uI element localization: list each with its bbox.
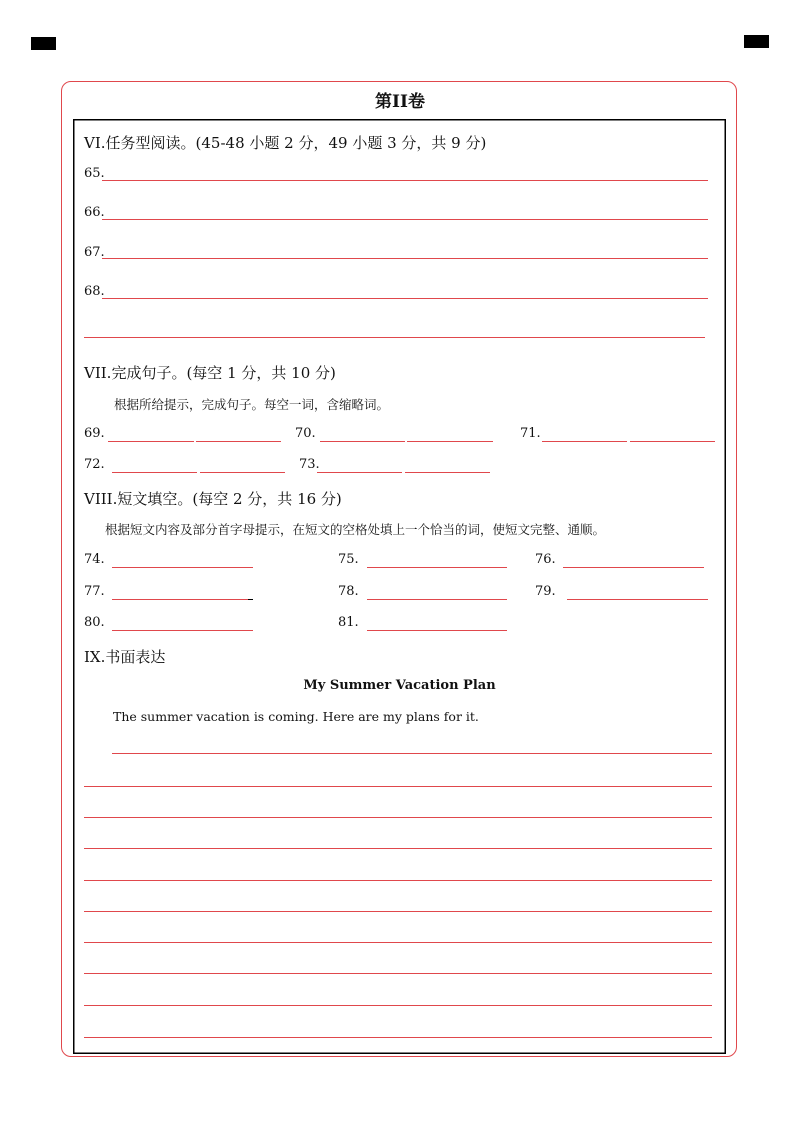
essay-line-10[interactable]	[84, 1037, 712, 1038]
section-8-instruction: 根据短文内容及部分首字母提示，在短文的空格处填上一个恰当的词，使短文完整、通顺。	[105, 522, 606, 537]
answer-line-77[interactable]	[112, 599, 249, 600]
essay-title: My Summer Vacation Plan	[303, 678, 496, 693]
answer-line-73a[interactable]	[317, 472, 402, 473]
answer-line-75[interactable]	[367, 567, 507, 568]
essay-line-3[interactable]	[84, 817, 712, 818]
answer-line-70a[interactable]	[320, 441, 405, 442]
item-70-number: 70.	[295, 426, 316, 441]
answer-line-71a[interactable]	[542, 441, 627, 442]
section-8-heading: VIII.短文填空。(每空 2 分，共 16 分)	[84, 490, 342, 508]
essay-opening: The summer vacation is coming. Here are my plans for it.	[113, 709, 479, 724]
answer-line-81[interactable]	[367, 630, 507, 631]
item-78-number: 78.	[338, 584, 359, 599]
answer-line-76[interactable]	[563, 567, 704, 568]
essay-line-8[interactable]	[84, 973, 712, 974]
section-7-heading: VII.完成句子。(每空 1 分，共 10 分)	[84, 364, 336, 382]
item-74-number: 74.	[84, 552, 105, 567]
item-73-number: 73.	[299, 457, 320, 472]
item-65-number: 65.	[84, 166, 105, 181]
answer-line-72b[interactable]	[200, 472, 285, 473]
item-80-number: 80.	[84, 615, 105, 630]
item-68-number: 68.	[84, 284, 105, 299]
section-9-heading: IX.书面表达	[84, 648, 166, 666]
answer-line-69a[interactable]	[108, 441, 194, 442]
item-75-number: 75.	[338, 552, 359, 567]
answer-line-66[interactable]	[102, 219, 708, 220]
answer-line-71b[interactable]	[630, 441, 715, 442]
item-81-number: 81.	[338, 615, 359, 630]
answer-line-67[interactable]	[102, 258, 708, 259]
answer-line-72a[interactable]	[112, 472, 197, 473]
answer-line-68[interactable]	[102, 298, 708, 299]
item-77-number: 77.	[84, 584, 105, 599]
essay-line-4[interactable]	[84, 848, 712, 849]
answer-line-73b[interactable]	[405, 472, 490, 473]
section-6-heading: VI.任务型阅读。(45-48 小题 2 分，49 小题 3 分，共 9 分)	[84, 134, 487, 152]
item-71-number: 71.	[520, 426, 541, 441]
item-79-number: 79.	[535, 584, 556, 599]
essay-line-6[interactable]	[84, 911, 712, 912]
item-76-number: 76.	[535, 552, 556, 567]
answer-line-70b[interactable]	[407, 441, 493, 442]
answer-line-65[interactable]	[102, 180, 708, 181]
answer-line-74[interactable]	[112, 567, 253, 568]
part-title: 第II卷	[375, 92, 425, 112]
essay-line-9[interactable]	[84, 1005, 712, 1006]
answer-line-77-end	[248, 599, 253, 600]
essay-line-1[interactable]	[112, 753, 712, 754]
item-69-number: 69.	[84, 426, 105, 441]
item-67-number: 67.	[84, 245, 105, 260]
essay-line-2[interactable]	[84, 786, 712, 787]
answer-box	[73, 119, 726, 1054]
answer-line-79[interactable]	[567, 599, 708, 600]
answer-line-80[interactable]	[112, 630, 253, 631]
item-66-number: 66.	[84, 205, 105, 220]
answer-line-68-continued[interactable]	[84, 337, 705, 338]
alignment-mark-left	[31, 37, 56, 50]
essay-line-7[interactable]	[84, 942, 712, 943]
section-7-instruction: 根据所给提示，完成句子。每空一词，含缩略词。	[114, 397, 390, 412]
item-72-number: 72.	[84, 457, 105, 472]
essay-line-5[interactable]	[84, 880, 712, 881]
answer-line-69b[interactable]	[196, 441, 281, 442]
alignment-mark-right	[744, 35, 769, 48]
answer-line-78[interactable]	[367, 599, 507, 600]
